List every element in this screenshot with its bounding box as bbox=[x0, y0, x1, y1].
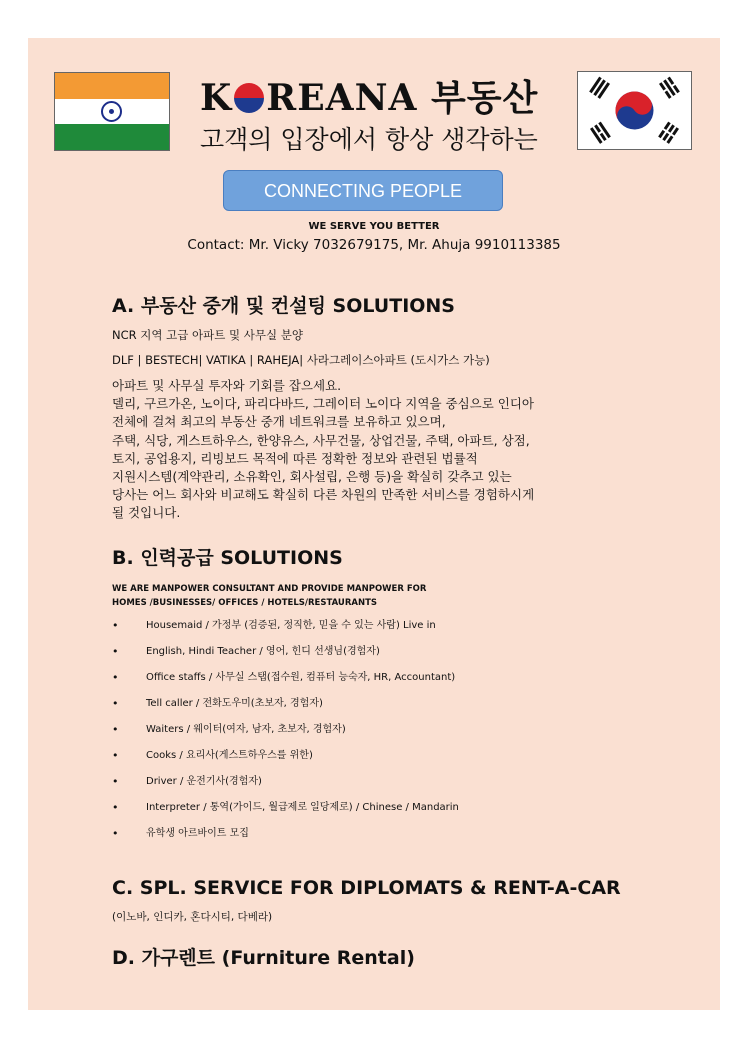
paragraph-line: 주택, 식당, 게스트하우스, 한양유스, 사무건물, 상업건물, 주택, 아파트, 상점, bbox=[112, 432, 530, 448]
section-c-heading: C. SPL. SERVICE FOR DIPLOMATS & RENT-A-CAR bbox=[112, 877, 621, 899]
serve-tagline: WE SERVE YOU BETTER bbox=[308, 221, 440, 232]
india-flag-icon bbox=[54, 72, 170, 151]
manpower-list bbox=[112, 618, 652, 852]
list-item: • Office staffs / 사무실 스탭(접수원, 컴퓨터 능숙자, HR, Accountant) bbox=[112, 670, 652, 696]
list-item: • Tell caller / 전화도우미(초보자, 경험자) bbox=[112, 696, 652, 722]
section-b-heading: B. 인력공급 SOLUTIONS bbox=[112, 547, 343, 569]
paragraph-line: 될 것입니다. bbox=[112, 505, 181, 521]
paragraph-line: 델리, 구르가온, 노이다, 파리다바드, 그레이터 노이다 지역을 중심으로 인디아 bbox=[112, 396, 535, 412]
brand-title-suffix: REANA 부동산 bbox=[266, 77, 539, 119]
korea-flag-icon bbox=[577, 71, 692, 150]
taeguk-logo-icon bbox=[234, 83, 264, 113]
section-a-heading: A. 부동산 중개 및 컨설팅 SOLUTIONS bbox=[112, 295, 455, 317]
paragraph-line: 전체에 걸쳐 최고의 부동산 중개 네트워크를 보유하고 있으며, bbox=[112, 414, 446, 430]
section-b-intro-2: HOMES /BUSINESSES/ OFFICES / HOTELS/RESTAURANTS bbox=[112, 598, 377, 608]
section-a-line2: DLF | BESTECH| VATIKA | RAHEJA| 사라그레이스아파트 (도시가스 가능) bbox=[112, 353, 490, 367]
section-a-line1: NCR 지역 고급 아파트 및 사무실 분양 bbox=[112, 328, 303, 342]
list-item: • Waiters / 웨이터(여자, 남자, 초보자, 경험자) bbox=[112, 722, 652, 748]
connecting-people-banner: CONNECTING PEOPLE bbox=[223, 170, 503, 211]
list-item: • Housemaid / 가정부 (검증된, 정직한, 믿을 수 있는 사람) Live in bbox=[112, 618, 652, 644]
brand-title-prefix: K bbox=[200, 77, 233, 119]
brand-title bbox=[200, 70, 538, 121]
section-b-intro-1: WE ARE MANPOWER CONSULTANT AND PROVIDE MANPOWER FOR bbox=[112, 584, 427, 594]
contact-line: Contact: Mr. Vicky 7032679175, Mr. Ahuja 9910113385 bbox=[187, 237, 561, 253]
section-d-heading: D. 가구렌트 (Furniture Rental) bbox=[112, 947, 415, 969]
list-item: • English, Hindi Teacher / 영어, 힌디 선생님(경험자) bbox=[112, 644, 652, 670]
list-item: • 유학생 아르바이트 모집 bbox=[112, 826, 652, 852]
section-c-subtext: (이노바, 인디카, 혼다시티, 다베라) bbox=[112, 911, 273, 923]
section-a-paragraph bbox=[112, 377, 672, 523]
brand-subtitle: 고객의 입장에서 항상 생각하는 bbox=[200, 125, 538, 154]
paragraph-line: 아파트 및 사무실 투자와 기회를 잡으세요. bbox=[112, 378, 342, 393]
paragraph-line: 지원시스템(계약관리, 소유확인, 회사설립, 은행 등)을 확실히 갖추고 있는 bbox=[112, 469, 512, 485]
list-item: • Cooks / 요리사(게스트하우스를 위한) bbox=[112, 748, 652, 774]
list-item: • Driver / 운전기사(경험자) bbox=[112, 774, 652, 800]
list-item: • Interpreter / 통역(가이드, 월급제로 일당제로) / Chinese / Mandarin bbox=[112, 800, 652, 826]
paragraph-line: 토지, 공업용지, 리빙보드 목적에 따른 정확한 정보와 관련된 법률적 bbox=[112, 450, 478, 466]
paragraph-line: 당사는 어느 회사와 비교해도 확실히 다른 차원의 만족한 서비스를 경험하시게 bbox=[112, 487, 535, 503]
